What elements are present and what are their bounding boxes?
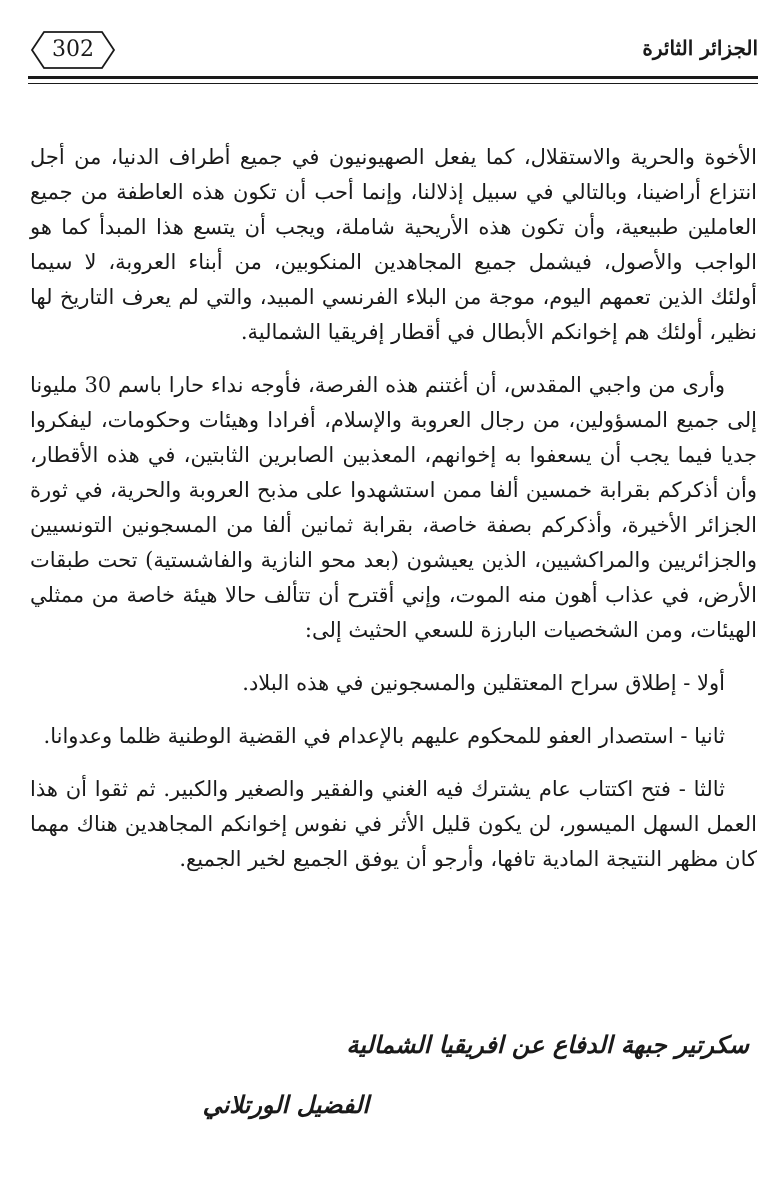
running-title: الجزائر الثائرة	[642, 36, 758, 60]
page-number: 302	[52, 37, 94, 62]
paragraph: وأرى من واجبي المقدس، أن أغتنم هذه الفرصة، فأوجه نداء حارا باسم 30 مليونا إلى جميع المسؤولين، من رجال العروبة والإسلام، أفرادا وهيئات وحكومات، ليفكروا جديا فيما يجب أن يسعفوا به إخوانهم، المعذبين الصابرين الثابتين، في هذه الأقطار، وأن أذكركم بقرابة خمسين ألفا ممن استشهدوا على مذبح العروبة والحرية، في ثورة الجزائر الأخيرة، وأذكركم بصفة خاصة، بقرابة ثمانين ألفا من المسجونين التونسيين والجزائريين والمراكشيين، الذين يعيشون (بعد محو النازية والفاشستية) تحت طبقات الأرض، في عذاب أهون منه الموت، وإني أقترح أن تتألف حالا هيئة خاصة من ممثلي الهيئات، ومن الشخصيات البارزة للسعي الحثيث إلى:	[30, 373, 757, 642]
list-item: ثانيا - استصدار العفو للمحكوم عليهم بالإعدام في القضية الوطنية ظلما وعدوانا.	[43, 724, 725, 748]
list-item: ثالثا - فتح اكتتاب عام يشترك فيه الغني والفقير والصغير والكبير. ثم ثقوا أن هذا العمل السهل الميسور، لن يكون قليل الأثر في نفوس إخوانكم المجاهدين هناك مهما كان مظهر النتيجة المادية تافها، وأرجو أن يوفق الجميع لخير الجميع.	[30, 777, 757, 871]
list-item: أولا - إطلاق سراح المعتقلين والمسجونين في هذه البلاد.	[242, 671, 725, 695]
signature-name: الفضيل الورتلاني	[202, 1090, 369, 1119]
header-rule-thin	[28, 83, 758, 84]
page-number-badge	[30, 30, 116, 70]
signature-title: سكرتير جبهة الدفاع عن افريقيا الشمالية	[346, 1030, 749, 1059]
page-header	[28, 28, 758, 76]
body-text	[30, 140, 757, 877]
paragraph: الأخوة والحرية والاستقلال، كما يفعل الصهيونيون في جميع أطراف الدنيا، من أجل انتزاع أراضينا، وبالتالي في سبيل إذلالنا، وإنما أحب أن تكون هذه العاطفة من جميع العاملين طبيعية، وأن تكون هذه الأريحية شاملة، ويجب أن يتسع هذا المبدأ كما هو الواجب والأصول، فيشمل جميع المجاهدين المنكوبين، من أبناء العروبة، لا سيما أولئك الذين تعمهم اليوم، موجة من البلاء الفرنسي المبيد، والتي لم يعرف التاريخ لها نظير، أولئك هم إخوانكم الأبطال في أقطار إفريقيا الشمالية.	[30, 145, 757, 344]
header-rule-thick	[28, 76, 758, 79]
